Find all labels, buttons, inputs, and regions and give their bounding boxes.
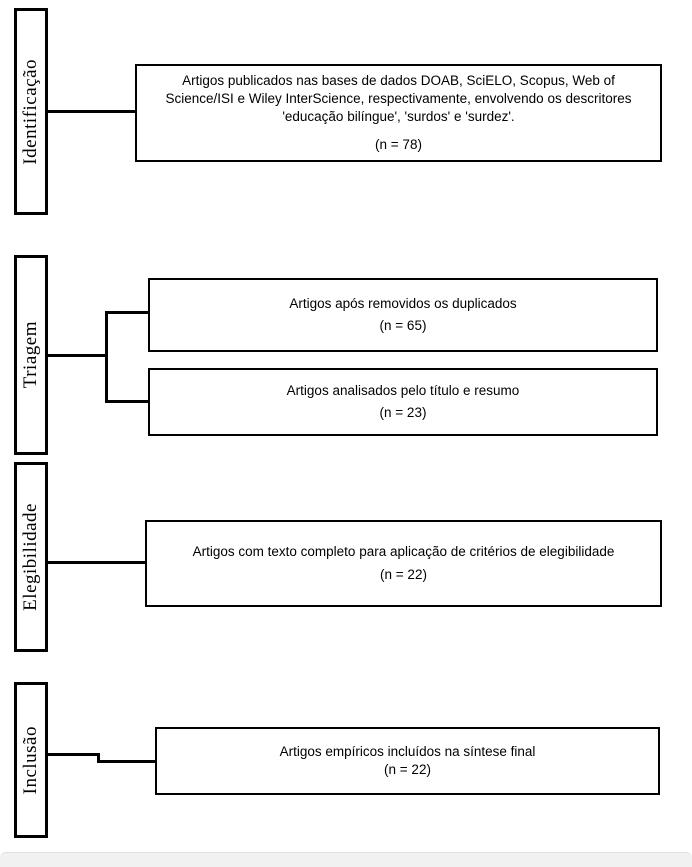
stage-label-inclusao (14, 682, 48, 838)
connector-inclusao-right (97, 760, 155, 763)
stage-label-triagem (14, 255, 48, 455)
connector-identificacao (48, 110, 135, 113)
connector-triagem-vertical (105, 311, 108, 403)
connector-triagem-top-stub (105, 311, 148, 314)
flow-box-full-text-eligibility-text: Artigos com texto completo para aplicação de critérios de elegibilidade (192, 544, 615, 560)
stage-label-elegibilidade (14, 462, 48, 652)
connector-inclusao-left (48, 753, 100, 756)
stage-label-identificacao-text: Identificação (20, 58, 41, 165)
stage-label-identificacao (14, 8, 48, 215)
flow-box-duplicates-removed-count: (n = 65) (379, 318, 427, 333)
flow-box-identification-count: (n = 78) (375, 137, 422, 153)
flow-box-included-final-count: (n = 22) (384, 762, 431, 777)
connector-triagem-bottom-stub (105, 400, 148, 403)
flow-box-duplicates-removed (148, 278, 658, 352)
connector-elegibilidade (48, 561, 145, 564)
flow-box-identification-text: Artigos publicados nas bases de dados DOAB, SciELO, Scopus, Web of Science/ISI e Wiley InterScience, respectivamente, envolvendo os descritores 'educação bilíngue', 'surdos' e 'surdez'. (165, 72, 632, 124)
flow-box-title-abstract-screened (148, 368, 658, 436)
flow-box-title-abstract-screened-count: (n = 23) (379, 405, 427, 420)
flow-box-identification (135, 64, 662, 162)
connector-triagem-stem (48, 354, 105, 357)
flow-box-title-abstract-screened-text: Artigos analisados pelo título e resumo (286, 382, 520, 398)
flow-box-full-text-eligibility-count: (n = 22) (380, 566, 427, 582)
stage-label-triagem-text: Triagem (20, 321, 41, 389)
page-bottom-strip (0, 852, 692, 867)
flow-box-full-text-eligibility (145, 520, 662, 607)
flow-box-duplicates-removed-text: Artigos após removidos os duplicados (289, 295, 517, 311)
flow-box-included-final (155, 727, 660, 795)
stage-label-inclusao-text: Inclusão (20, 725, 41, 795)
stage-label-elegibilidade-text: Elegibilidade (20, 503, 41, 611)
flow-box-included-final-text: Artigos empíricos incluídos na síntese final (279, 743, 536, 759)
